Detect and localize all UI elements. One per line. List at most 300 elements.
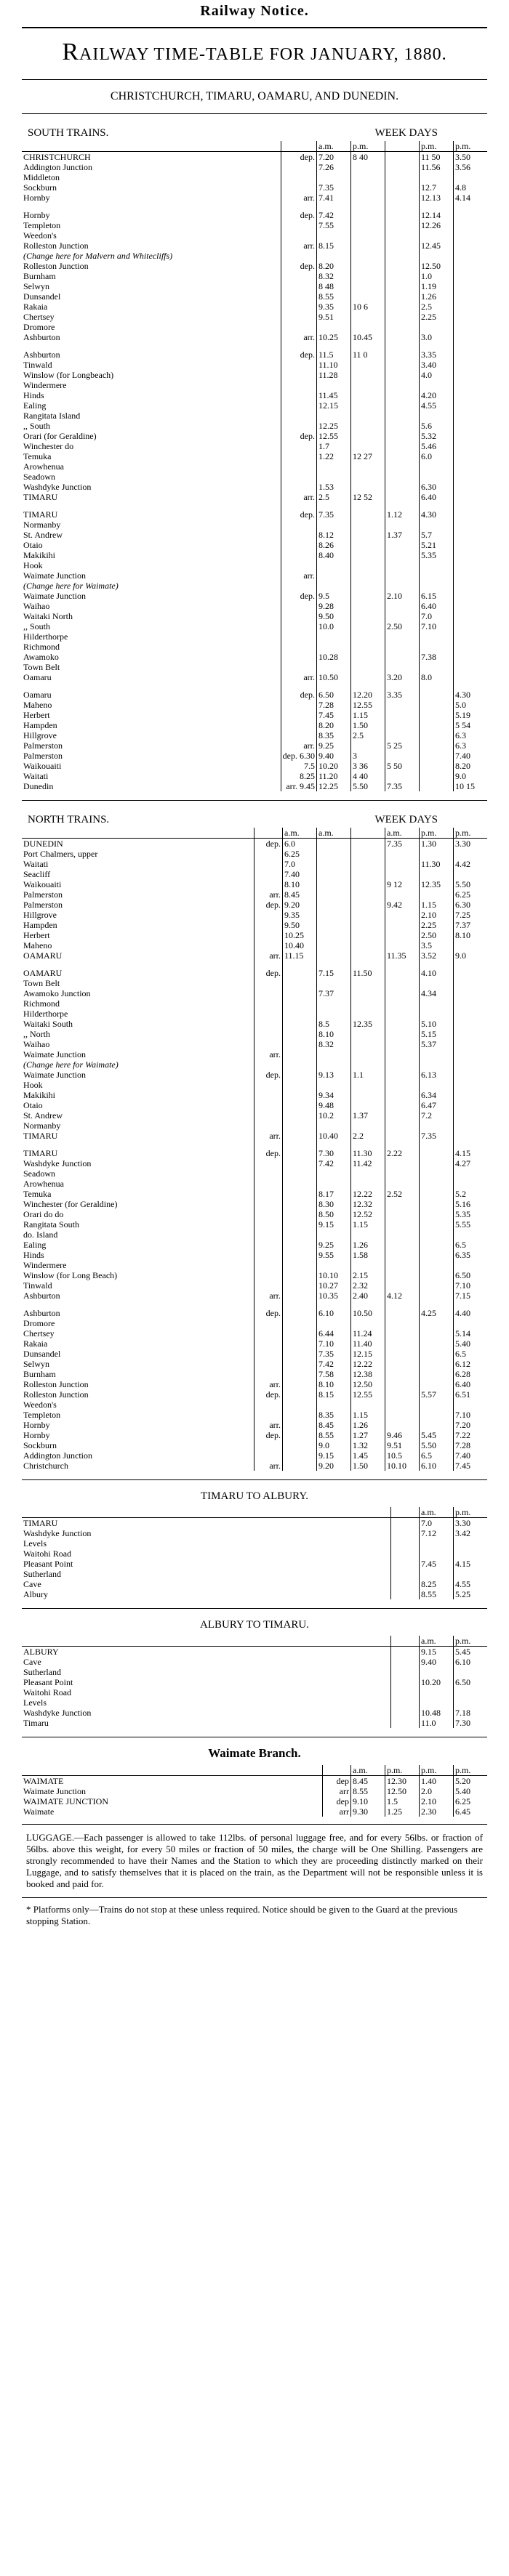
time-cell: [283, 1230, 317, 1240]
time-cell: [351, 1039, 385, 1049]
time-cell: [385, 1100, 420, 1110]
station-name: Burnham: [22, 271, 281, 281]
table-row: [22, 1657, 487, 1667]
station-name: Dunedin: [22, 781, 281, 791]
table-row: [22, 1168, 487, 1179]
arr-dep-mark: [254, 1240, 283, 1250]
time-cell: [454, 520, 488, 530]
time-cell: 5.32: [420, 431, 454, 441]
table-row: [22, 998, 487, 1009]
time-cell: [454, 509, 488, 520]
time-cell: [420, 520, 454, 530]
arr-dep-mark: [281, 502, 316, 509]
time-cell: 7.15: [455, 1291, 470, 1301]
time-cell: [454, 342, 488, 350]
time-cell: [420, 1549, 454, 1559]
time-cell: 7.58: [317, 1369, 351, 1379]
station-name: WAIMATE JUNCTION: [22, 1796, 323, 1806]
time-cell: [454, 1687, 488, 1697]
time-cell: [420, 682, 454, 690]
time-cell: 7.10: [455, 1410, 470, 1420]
table-row: [22, 662, 487, 672]
arr-dep-mark: [254, 1100, 283, 1110]
time-cell: 1.25: [385, 1806, 420, 1817]
arr-dep-mark: 8.25: [281, 771, 316, 781]
arr-dep-mark: [281, 251, 316, 261]
arr-dep-mark: [254, 1168, 283, 1179]
time-cell: [283, 1369, 317, 1379]
time-cell: 6.5: [420, 1450, 454, 1461]
time-cell: [385, 1280, 420, 1291]
station-name: DUNEDIN: [22, 839, 254, 849]
arr-dep-mark: [281, 400, 316, 411]
arr-dep-mark: [254, 1158, 283, 1168]
table-row: [22, 1796, 487, 1806]
arr-dep-mark: [391, 1589, 420, 1599]
time-cell: [454, 540, 488, 550]
arr-dep-mark: [254, 1179, 283, 1189]
time-cell: 7.10: [317, 1339, 351, 1349]
table-row: [22, 1589, 487, 1599]
time-cell: [420, 1049, 454, 1059]
time-cell: [317, 998, 351, 1009]
time-cell: [385, 1059, 420, 1070]
time-cell: [351, 220, 385, 230]
time-cell: 4.30: [420, 509, 454, 520]
time-cell: [283, 1250, 317, 1260]
time-cell: [454, 312, 488, 322]
table-row: [22, 740, 487, 751]
time-cell: 8.15: [317, 1389, 351, 1400]
time-cell: [385, 1318, 420, 1328]
time-cell: [385, 1039, 420, 1049]
time-cell: 12.35: [420, 879, 454, 889]
time-cell: [385, 1121, 420, 1131]
time-cell: 2.30: [420, 1806, 454, 1817]
time-cell: [385, 230, 420, 241]
time-cell: [283, 1168, 317, 1179]
time-cell: [420, 1250, 454, 1260]
arr-dep-mark: [281, 550, 316, 560]
time-cell: 7.45: [455, 1461, 470, 1471]
time-cell: 3.40: [420, 360, 454, 370]
time-cell: [420, 690, 454, 700]
time-cell: 1.58: [351, 1250, 385, 1260]
time-cell: [454, 1070, 488, 1080]
table-row: [22, 1019, 487, 1029]
time-cell: [454, 1301, 488, 1308]
arr-dep-mark: arr.: [254, 1379, 283, 1389]
time-cell: 2.5: [420, 302, 454, 312]
time-cell: 8.17: [317, 1189, 351, 1199]
spacer-row: [22, 961, 487, 968]
arr-dep-mark: dep.: [281, 690, 316, 700]
time-cell: 9.20: [317, 1461, 351, 1471]
table-row: [22, 940, 487, 950]
time-cell: 5.25: [455, 1589, 470, 1599]
spacer-row: [22, 502, 487, 509]
time-cell: [385, 550, 420, 560]
arr-dep-mark: [254, 940, 283, 950]
time-cell: [454, 1168, 488, 1179]
time-cell: [283, 988, 317, 998]
time-cell: 9.40: [420, 1657, 454, 1667]
arr-dep-mark: dep.: [254, 839, 283, 849]
station-name: [22, 203, 281, 210]
time-cell: 3.56: [455, 162, 470, 172]
table-row: [22, 193, 487, 203]
spacer-row: [22, 1301, 487, 1308]
time-cell: [351, 441, 385, 451]
time-cell: 7.45: [420, 1559, 454, 1569]
station-name: Waimate: [22, 1806, 323, 1817]
time-cell: [454, 421, 488, 431]
time-cell: [351, 940, 385, 950]
station-name: Hillgrove: [22, 730, 281, 740]
arr-dep-mark: [254, 1349, 283, 1359]
time-cell: 5.0: [455, 700, 466, 710]
time-cell: [454, 642, 488, 652]
time-cell: [351, 601, 385, 611]
station-name: Maheno: [22, 940, 254, 950]
time-cell: [454, 1121, 488, 1131]
table-row: [22, 601, 487, 611]
station-name: Rolleston Junction: [22, 261, 281, 271]
time-cell: [420, 203, 454, 210]
time-cell: 4.12: [385, 1291, 420, 1301]
time-cell: 9.25: [317, 740, 351, 751]
time-cell: [454, 1080, 488, 1090]
time-cell: [420, 1339, 454, 1349]
time-cell: 11.0: [420, 1718, 454, 1728]
table-row: [22, 431, 487, 441]
time-cell: 8.25: [420, 1579, 454, 1589]
time-cell: [351, 1260, 385, 1270]
time-cell: [385, 370, 420, 380]
time-cell: 8.30: [317, 1199, 351, 1209]
table-row: [22, 849, 487, 859]
time-cell: [385, 700, 420, 710]
arr-dep-mark: [281, 451, 316, 461]
station-name: Dromore: [22, 1318, 254, 1328]
time-cell: 8.45: [317, 1420, 351, 1430]
time-cell: [420, 631, 454, 642]
time-cell: 8.45: [351, 1776, 385, 1787]
arr-dep-mark: [254, 1440, 283, 1450]
time-cell: [317, 940, 351, 950]
table-row: [22, 1080, 487, 1090]
time-cell: [385, 1301, 420, 1308]
station-name: [22, 502, 281, 509]
time-cell: [351, 281, 385, 291]
time-cell: 2.15: [351, 1270, 385, 1280]
station-name: Rakaia: [22, 302, 281, 312]
time-cell: 8.50: [317, 1209, 351, 1219]
table-row: [22, 1569, 487, 1579]
time-cell: [454, 1090, 488, 1100]
time-cell: [420, 730, 454, 740]
time-cell: [385, 1420, 420, 1430]
time-cell: 7.42: [317, 1359, 351, 1369]
time-cell: 5.57: [420, 1389, 454, 1400]
arr-dep-mark: arr.: [254, 1131, 283, 1141]
time-cell: [385, 210, 420, 220]
station-name: [22, 1141, 254, 1148]
table-row: [22, 540, 487, 550]
time-cell: [454, 350, 488, 360]
time-cell: [385, 642, 420, 652]
time-cell: 4.34: [420, 988, 454, 998]
time-cell: [420, 1400, 454, 1410]
ampm-header: [351, 828, 385, 839]
time-cell: [351, 920, 385, 930]
station-name: TIMARU: [22, 1518, 391, 1529]
arr-dep-mark: arr.: [281, 570, 316, 581]
time-cell: [317, 900, 351, 910]
time-cell: [454, 472, 488, 482]
time-cell: [351, 998, 385, 1009]
arr-dep-mark: dep.: [281, 152, 316, 163]
station-name: Selwyn: [22, 281, 281, 291]
arr-dep-mark: [281, 360, 316, 370]
time-cell: 1.15: [351, 710, 385, 720]
time-cell: [385, 751, 420, 761]
time-cell: [420, 342, 454, 350]
time-cell: 8.20: [317, 720, 351, 730]
time-cell: 4.42: [455, 859, 470, 869]
station-name: Temuka: [22, 1189, 254, 1199]
time-cell: 10.25: [317, 332, 351, 342]
station-name: Winchester do: [22, 441, 281, 451]
time-cell: [454, 988, 488, 998]
page-title: [22, 39, 487, 66]
time-cell: 4.55: [455, 1579, 470, 1589]
arr-dep-mark: [281, 631, 316, 642]
time-cell: [283, 1059, 317, 1070]
table-row: [22, 241, 487, 251]
arr-dep-mark: [254, 998, 283, 1009]
time-cell: 12.55: [351, 1389, 385, 1400]
table-row: [22, 1328, 487, 1339]
time-cell: [317, 1168, 351, 1179]
table-row: [22, 781, 487, 791]
time-cell: [317, 1059, 351, 1070]
time-cell: [385, 1250, 420, 1260]
arr-dep-mark: [254, 859, 283, 869]
table-row: [22, 281, 487, 291]
time-cell: [317, 172, 351, 182]
arr-dep-mark: [281, 700, 316, 710]
time-cell: [351, 1400, 385, 1410]
time-cell: [351, 261, 385, 271]
time-cell: [283, 1389, 317, 1400]
station-name: Dromore: [22, 322, 281, 332]
arr-dep-mark: [254, 988, 283, 998]
station-name: OAMARU: [22, 950, 254, 961]
time-cell: [283, 1090, 317, 1100]
arr-dep-mark: [254, 978, 283, 988]
time-cell: 10.40: [283, 940, 317, 950]
arr-dep-mark: [254, 1080, 283, 1090]
time-cell: 1.22: [317, 451, 351, 461]
time-cell: [283, 1339, 317, 1349]
time-cell: 7.35: [317, 1349, 351, 1359]
arr-dep-mark: [281, 162, 316, 172]
time-cell: 8.55: [317, 291, 351, 302]
arr-dep-mark: [281, 642, 316, 652]
time-cell: [454, 682, 488, 690]
station-name: Awamoko Junction: [22, 988, 254, 998]
arr-dep-mark: [391, 1708, 420, 1718]
spacer-row: [22, 203, 487, 210]
arr-dep-mark: [391, 1697, 420, 1708]
table-row: [22, 1349, 487, 1359]
time-cell: 7.35: [385, 781, 420, 791]
time-cell: [351, 889, 385, 900]
time-cell: [317, 889, 351, 900]
time-cell: [420, 502, 454, 509]
time-cell: [317, 1400, 351, 1410]
time-cell: [420, 251, 454, 261]
station-name: Ashburton: [22, 1291, 254, 1301]
time-cell: [351, 509, 385, 520]
time-cell: [420, 1240, 454, 1250]
station-name: TIMARU: [22, 509, 281, 520]
time-cell: [454, 1260, 488, 1270]
time-cell: [420, 740, 454, 751]
station-name: Ashburton: [22, 1308, 254, 1318]
arr-dep-mark: [391, 1647, 420, 1658]
time-cell: [351, 502, 385, 509]
table-row: [22, 322, 487, 332]
time-cell: 4.14: [455, 193, 470, 203]
time-cell: [317, 230, 351, 241]
time-cell: 8.40: [317, 550, 351, 560]
time-cell: [385, 1328, 420, 1339]
time-cell: [283, 1461, 317, 1471]
time-cell: 11.35: [385, 950, 420, 961]
station-name: Winslow (for Longbeach): [22, 370, 281, 380]
time-cell: [454, 261, 488, 271]
time-cell: 7.12: [420, 1528, 454, 1538]
time-cell: [454, 411, 488, 421]
arr-dep-mark: 7.5: [281, 761, 316, 771]
time-cell: 9.10: [351, 1796, 385, 1806]
time-cell: 12.20: [351, 690, 385, 700]
table-row: [22, 461, 487, 472]
station-name: CHRISTCHURCH: [22, 152, 281, 163]
time-cell: [283, 1199, 317, 1209]
station-name: Chertsey: [22, 1328, 254, 1339]
time-cell: [317, 1230, 351, 1240]
table-row: [22, 210, 487, 220]
time-cell: 12.30: [385, 1776, 420, 1787]
station-name: Templeton: [22, 220, 281, 230]
time-cell: [420, 1230, 454, 1240]
time-cell: [283, 1100, 317, 1110]
time-cell: 12.45: [420, 241, 454, 251]
time-cell: 6.50: [455, 1270, 470, 1280]
time-cell: 12.55: [317, 431, 351, 441]
time-cell: [420, 1270, 454, 1280]
time-cell: [385, 1080, 420, 1090]
time-cell: 5.40: [455, 1339, 470, 1349]
time-cell: [420, 560, 454, 570]
time-cell: 1.12: [385, 509, 420, 520]
arr-dep-mark: arr: [323, 1806, 351, 1817]
time-cell: 5 50: [385, 761, 420, 771]
table-row: [22, 1718, 487, 1728]
table-row: [22, 1339, 487, 1349]
table-row: [22, 570, 487, 581]
station-name: ALBURY: [22, 1647, 391, 1658]
time-cell: [385, 1009, 420, 1019]
time-cell: [283, 1280, 317, 1291]
time-cell: [351, 560, 385, 570]
title-text: AILWAY TIME-TABLE FOR JANUARY, 1880.: [79, 45, 447, 64]
table-row: [22, 1158, 487, 1168]
time-cell: [454, 1039, 488, 1049]
time-cell: 5.50: [351, 781, 385, 791]
table-row: [22, 520, 487, 530]
time-cell: [351, 520, 385, 530]
time-cell: [283, 998, 317, 1009]
station-name: Waimate Junction: [22, 1070, 254, 1080]
arr-dep-mark: [254, 910, 283, 920]
time-cell: 9.15: [420, 1647, 454, 1658]
table-row: [22, 1708, 487, 1718]
station-name: Winslow (for Long Beach): [22, 1270, 254, 1280]
station-name: Waihao: [22, 601, 281, 611]
time-cell: [454, 172, 488, 182]
time-cell: [420, 1179, 454, 1189]
arr-dep-mark: [254, 879, 283, 889]
time-cell: [420, 1318, 454, 1328]
time-cell: 1.0: [420, 271, 454, 281]
time-cell: 7.10: [420, 621, 454, 631]
time-cell: 7.41: [317, 193, 351, 203]
time-cell: [351, 1230, 385, 1240]
time-cell: 8.10: [455, 930, 470, 940]
table-row: [22, 1538, 487, 1549]
time-cell: 11.30: [420, 859, 454, 869]
table-row: [22, 1240, 487, 1250]
time-cell: [454, 1569, 488, 1579]
table-row: [22, 312, 487, 322]
time-cell: [351, 1168, 385, 1179]
time-cell: [385, 251, 420, 261]
time-cell: [351, 950, 385, 961]
time-cell: 10.28: [317, 652, 351, 662]
arr-dep-mark: [254, 1059, 283, 1070]
station-name: Windermere: [22, 1260, 254, 1270]
table-row: [22, 720, 487, 730]
time-cell: [351, 380, 385, 390]
time-cell: [454, 672, 488, 682]
time-cell: 7.20: [317, 152, 351, 163]
time-cell: [351, 1090, 385, 1100]
table-row: [22, 509, 487, 520]
time-cell: [385, 1339, 420, 1349]
time-cell: [351, 210, 385, 220]
arr-dep-mark: [391, 1549, 420, 1559]
time-cell: [317, 978, 351, 988]
station-header: [22, 828, 254, 839]
time-cell: [283, 1219, 317, 1230]
time-cell: 2.2: [351, 1131, 385, 1141]
station-name: Hornby: [22, 1430, 254, 1440]
time-cell: [454, 461, 488, 472]
